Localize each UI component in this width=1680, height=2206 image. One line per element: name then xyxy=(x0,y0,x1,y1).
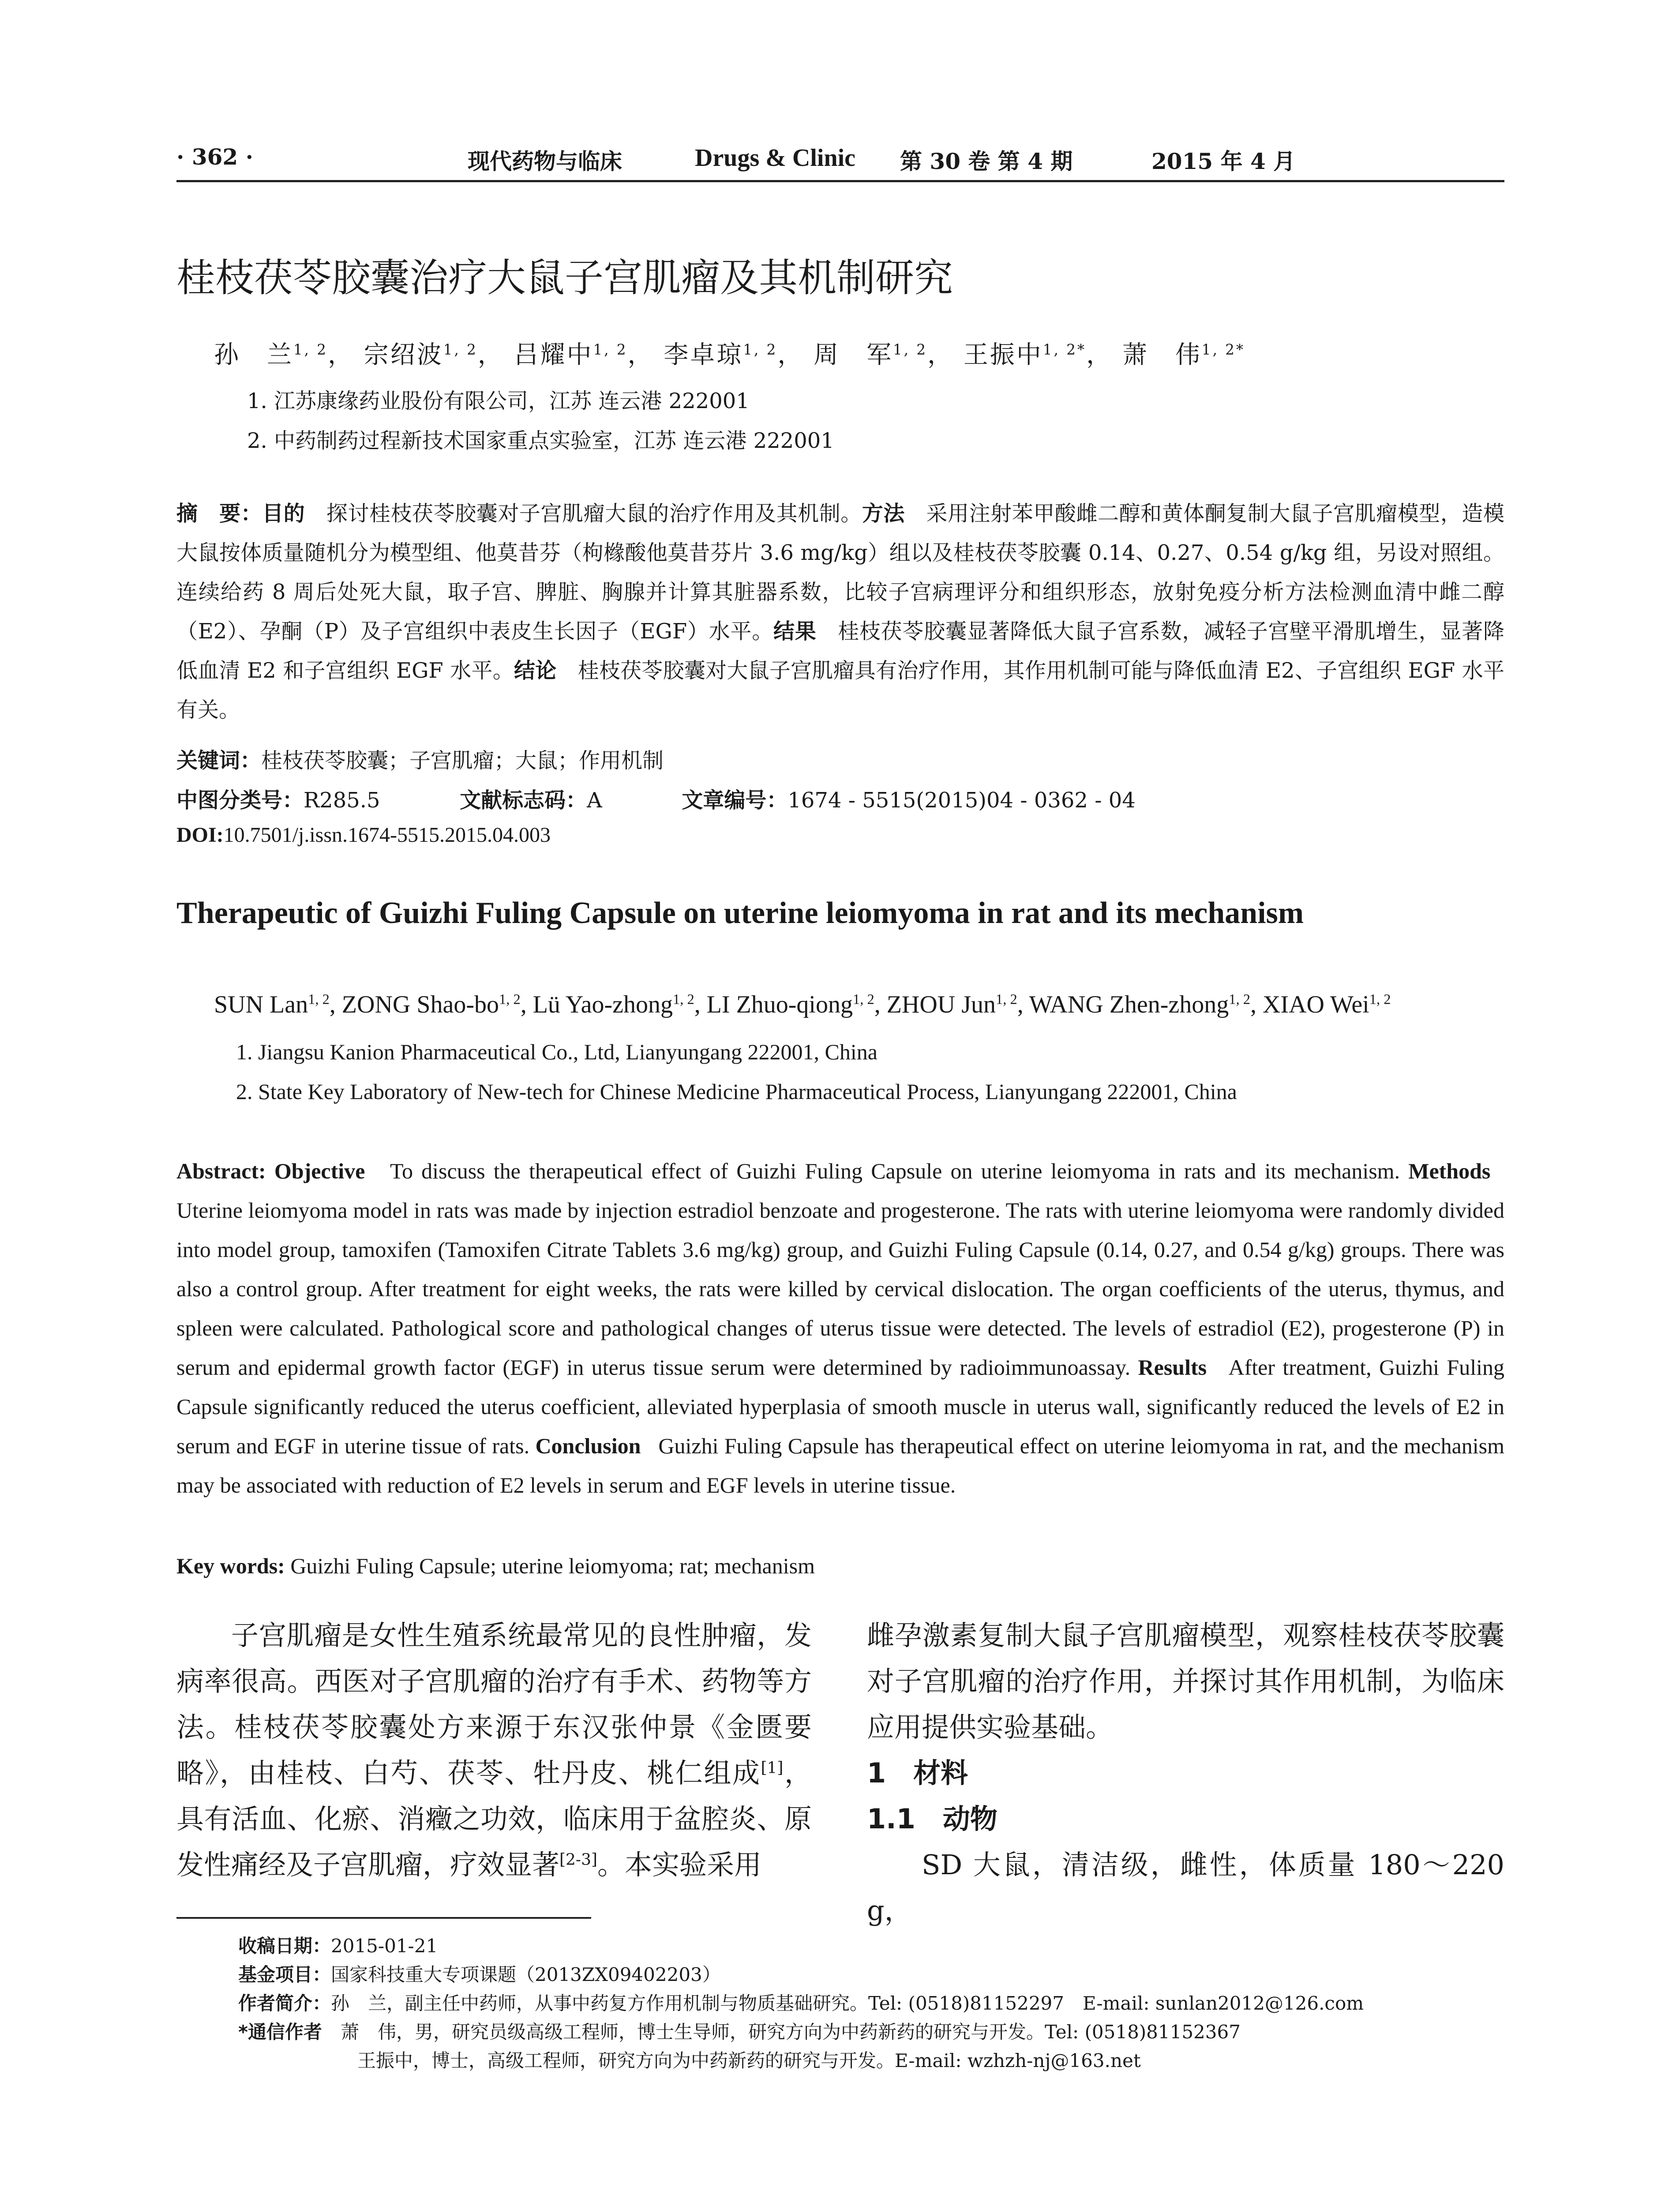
abstract-cn-label: 摘 要： xyxy=(176,501,262,526)
methods-text-cn: 采用注射苯甲酸雌二醇和黄体酮复制大鼠子宫肌瘤模型，造模大鼠按体质量随机分为模型组、他莫昔芬（枸橼酸他莫昔芬片 3.6 mg/kg）组以及桂枝茯苓胶囊 0.14、0.27、0.54 g/kg 组，另设对照组。连续给药 8 周后处死大鼠，取子宫、脾脏、胸腺并计算其脏器系数，比较子宫病理评分和组织形态，放射免疫分析方法检测血清中雌二醇（E2）、孕酮（P）及子宫组织中表皮生长因子（EGF）水平。 xyxy=(176,501,1504,644)
methods-label-cn: 方法 xyxy=(862,501,905,526)
author-cn: 孙 兰$^{1, 2}$ xyxy=(214,341,328,369)
classification-line: 中图分类号：R285.5 文献标志码：A 文章编号：1674 - 5515(2015)04 - 0362 - 04 xyxy=(176,788,1136,813)
abstract-cn xyxy=(176,494,1504,730)
conclusion-text-cn: 桂枝茯苓胶囊对大鼠子宫肌瘤具有治疗作用，其作用机制可能与降低血清 E2、子宫组织 EGF 水平有关。 xyxy=(176,658,1504,722)
doi: DOI:10.7501/j.issn.1674-5515.2015.04.003 xyxy=(176,823,551,847)
intro-text: 子宫肌瘤是女性生殖系统最常见的良性肿瘤，发病率很高。西医对子宫肌瘤的治疗有手术、药物等方法。桂枝茯苓胶囊处方来源于东汉张仲景《金匮要略》，由桂枝、白芍、茯苓、牡丹皮、桃仁组成 xyxy=(176,1619,812,1789)
journal-name-cn: 现代药物与临床 xyxy=(468,149,622,174)
abstract-en xyxy=(176,1152,1504,1505)
author-en: WANG Zhen-zhong$^{1, 2}$ xyxy=(1029,991,1250,1018)
objective-text-cn: 探讨桂枝茯苓胶囊对子宫肌瘤大鼠的治疗作用及其机制。 xyxy=(326,501,862,526)
title-en: Therapeutic of Guizhi Fuling Capsule on uterine leiomyoma in rat and its mechanism xyxy=(176,896,1304,930)
footnote-funding: 基金项目：国家科技重大专项课题（2013ZX09402203） xyxy=(238,1964,721,1985)
affiliation-en-1: 1. Jiangsu Kanion Pharmaceutical Co., Ltd, Lianyungang 222001, China xyxy=(236,1039,878,1064)
author-en: ZHOU Jun$^{1, 2}$ xyxy=(886,991,1017,1018)
citation-ref[interactable]: [2-3] xyxy=(559,1850,597,1869)
author-cn: 宗绍波$^{1, 2}$ xyxy=(364,341,478,369)
conclusion-label-en: Conclusion xyxy=(535,1433,641,1458)
affiliation-en-2: 2. State Key Laboratory of New-tech for Chinese Medicine Pharmaceutical Process, Lianyungang 222001, China xyxy=(236,1079,1237,1104)
conclusion-text-en: Guizhi Fuling Capsule has therapeutical effect on uterine leiomyoma in rat, and the mechanism may be associated with reduction of E2 levels in serum and EGF levels in uterine tissue. xyxy=(176,1433,1505,1497)
objective-text-en: To discuss the therapeutical effect of Guizhi Fuling Capsule on uterine leiomyoma in rats and its mechanism. xyxy=(390,1159,1400,1183)
footnote-divider xyxy=(176,1917,591,1919)
running-header xyxy=(176,140,1504,182)
journal-date: 2015 年 4 月 xyxy=(1151,148,1296,174)
body-column-left xyxy=(176,1613,812,1888)
journal-issue: 第 30 卷 第 4 期 xyxy=(900,148,1073,174)
author-cn: 周 军$^{1, 2}$ xyxy=(814,341,928,369)
conclusion-label-cn: 结论 xyxy=(514,658,557,683)
intro-continuation: 雌孕激素复制大鼠子宫肌瘤模型，观察桂枝茯苓胶囊对子宫肌瘤的治疗作用，并探讨其作用机制，为临床应用提供实验基础。 xyxy=(867,1619,1504,1743)
affiliation-cn-1: 1. 江苏康缘药业股份有限公司，江苏 连云港 222001 xyxy=(247,389,750,413)
authors-en: SUN Lan$^{1, 2}$, ZONG Shao-bo$^{1, 2}$, Lü Yao-zhong$^{1, 2}$, LI Zhuo-qiong$^{1, 2}$, ZHOU Jun$^{1, 2}$, WANG Zhen-zhong$^{1, 2}$, XIAO Wei$^{1, 2}$ xyxy=(214,991,1391,1018)
authors-cn: 孙 兰$^{1, 2}$， 宗绍波$^{1, 2}$， 吕耀中$^{1, 2}$， 李卓琼$^{1, 2}$， 周 军$^{1, 2}$， 王振中$^{1, 2*}$， 萧 伟$^{1, 2*}$ xyxy=(214,341,1245,369)
methods-label-en: Methods xyxy=(1408,1159,1491,1183)
author-en: ZONG Shao-bo$^{1, 2}$ xyxy=(341,991,521,1018)
results-text-cn: 桂枝茯苓胶囊显著降低大鼠子宫系数，减轻子宫壁平滑肌增生，显著降低血清 E2 和子宫组织 EGF 水平。 xyxy=(176,619,1504,683)
title-cn: 桂枝茯苓胶囊治疗大鼠子宫肌瘤及其机制研究 xyxy=(176,255,953,300)
section-heading-1: 1 材料 xyxy=(867,1757,968,1789)
author-cn: 萧 伟$^{1, 2*}$ xyxy=(1122,341,1245,369)
author-en: LI Zhuo-qiong$^{1, 2}$ xyxy=(706,991,874,1018)
keywords-cn: 关键词：桂枝茯苓胶囊；子宫肌瘤；大鼠；作用机制 xyxy=(176,748,664,773)
author-cn: 吕耀中$^{1, 2}$ xyxy=(514,341,628,369)
keywords-en: Key words: Guizhi Fuling Capsule; uterine leiomyoma; rat; mechanism xyxy=(176,1553,815,1578)
author-en: Lü Yao-zhong$^{1, 2}$ xyxy=(532,991,694,1018)
page-number: · 362 · xyxy=(176,144,253,170)
body-column-right xyxy=(867,1613,1504,1934)
results-label-cn: 结果 xyxy=(773,619,817,644)
footnote-author-bio: 作者简介：孙 兰，副主任中药师，从事中药复方作用机制与物质基础研究。Tel: (0518)81152297 E-mail: sunlan2012@126.com xyxy=(238,1992,1364,2014)
objective-label-cn: 目的 xyxy=(262,501,305,526)
author-cn: 李卓琼$^{1, 2}$ xyxy=(664,341,778,369)
author-en: SUN Lan$^{1, 2}$ xyxy=(214,991,330,1018)
results-label-en: Results xyxy=(1138,1355,1207,1380)
abstract-en-label: Abstract: xyxy=(176,1159,266,1183)
objective-label-en: Objective xyxy=(274,1159,365,1183)
footnote-corresponding: *通信作者 萧 伟，男，研究员级高级工程师，博士生导师，研究方向为中药新药的研究与开发。Tel: (0518)81152367 xyxy=(238,2021,1241,2043)
footnote-received: 收稿日期：2015-01-21 xyxy=(238,1935,438,1957)
footnote-corresponding-2: 王振中，博士，高级工程师，研究方向为中药新药的研究与开发。E-mail: wzhzh-nj@163.net xyxy=(357,2050,1141,2071)
citation-ref[interactable]: [1] xyxy=(761,1759,784,1777)
results-text-en: After treatment, Guizhi Fuling Capsule significantly reduced the uterus coefficient, alleviated hyperplasia of smooth muscle in uterus wall, significantly reduced the levels of E2 in serum and EGF in uterine tissue of rats. xyxy=(176,1355,1505,1458)
methods-text-en: Uterine leiomyoma model in rats was made by injection estradiol benzoate and progesterone. The rats with uterine leiomyoma were randomly divided into model group, tamoxifen (Tamoxifen Citrate Tablets 3.6 mg/kg) group, and Guizhi Fuling Capsule (0.14, 0.27, and 0.54 g/kg) groups. There was also a control group. After treatment for eight weeks, the rats were killed by cervical dislocation. The organ coefficients of the uterus, thymus, and spleen were calculated. Pathological score and pathological changes of uterus tissue were detected. The levels of estradiol (E2), progesterone (P) in serum and epidermal growth factor (EGF) in uterus tissue serum were determined by radioimmunoassay. xyxy=(176,1198,1504,1380)
animals-text: SD 大鼠，清洁级，雌性，体质量 180～220 g， xyxy=(867,1849,1504,1927)
author-en: XIAO Wei$^{1, 2}$ xyxy=(1262,991,1391,1018)
intro-text: ，具有活血、化瘀、消癥之功效，临床用于盆腔炎、原发性痛经及子宫肌瘤，疗效显著 xyxy=(176,1757,812,1881)
intro-text: 。本实验采用 xyxy=(597,1849,761,1881)
affiliation-cn-2: 2. 中药制药过程新技术国家重点实验室，江苏 连云港 222001 xyxy=(247,428,834,453)
journal-name-en: Drugs & Clinic xyxy=(695,144,855,172)
author-cn: 王振中$^{1, 2*}$ xyxy=(963,341,1087,369)
section-heading-1-1: 1.1 动物 xyxy=(867,1803,998,1835)
